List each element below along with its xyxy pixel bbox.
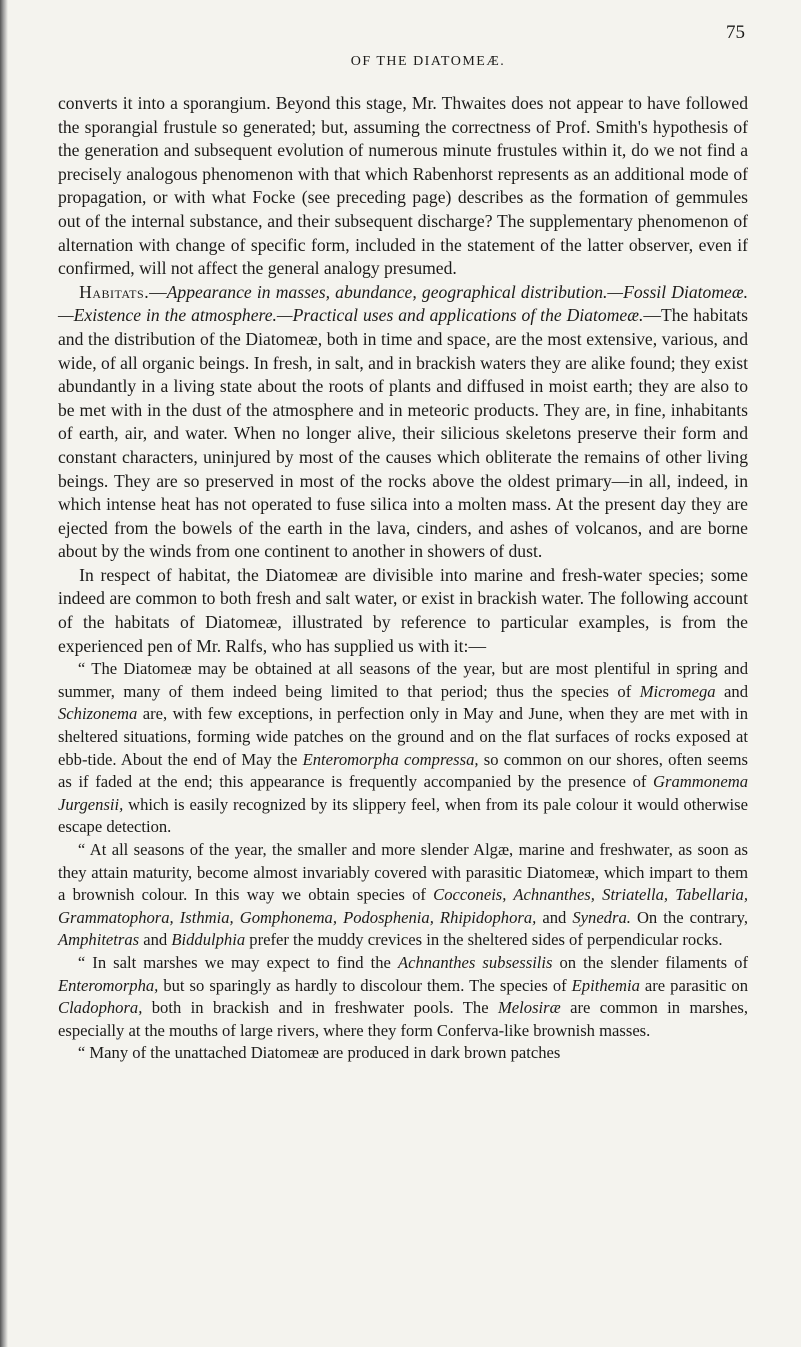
genus-name: Melosiræ [497, 998, 561, 1018]
quote-text: which is easily recognized by its slippery feel, when from its pale colour it would otherwise escape detection. [58, 794, 748, 837]
quote-parasitic [58, 839, 748, 952]
quote-text: “ In salt marshes we may expect to find the [77, 952, 398, 972]
genus-name: Micromega [639, 681, 716, 701]
quote-text: but so sparingly as hardly to discolour them. The species of [158, 975, 572, 995]
quote-text: “ The Diatomeæ may be obtained at all seasons of the year, but are most plentiful in spring and summer, many of them indeed being limited to that period; thus the species of [58, 659, 748, 701]
quote-text: and [536, 907, 573, 927]
quote-text: both in brackish and in freshwater pools. The [142, 998, 498, 1018]
running-title: OF THE DIATOMEÆ. [350, 54, 506, 69]
quote-text: are common in marshes, especially at the mouths of large rivers, where they form Conferva-like brownish masses. [58, 998, 748, 1040]
species-name: Enteromorpha compressa, [302, 749, 479, 769]
heading-dash: — [149, 281, 167, 302]
habitats-text: —The habitats and the distribution of the Diatomeæ, both in time and space, are the most extensive, various, and wide, of all organic beings. In fresh, in salt, and in brackish waters they are alike found; they exist abundantly in a living state about the roots of plants and diffused in moist earth; they are also to be met with in the dust of the atmosphere and in meteoric products. They are, in fine, inhabitants of earth, air, and water. When no longer alive, their silicious skeletons preserve their form and constant characters, uninjured by most of the causes which obliterate the remains of other living beings. They are so preserved in most of the rocks above the oldest primary—in all, indeed, in which intense heat has not operated to fuse silica into a molten mass. At the present day they are ejected from the bowels of the earth in the lava, cinders, and ashes of volcanos, and are borne about by the winds from one continent to another in showers of dust. [58, 305, 748, 562]
species-name: Grammonema Jurgensii, [58, 772, 748, 814]
genus-name: Epithemia [571, 975, 640, 995]
genus-name: Synedra. [572, 907, 631, 927]
quote-text: on the slender filaments of [552, 952, 748, 972]
paragraph-habitats [58, 281, 748, 564]
body-text [58, 92, 748, 1065]
binding-shadow [0, 0, 8, 1347]
quote-text: and [715, 681, 749, 701]
paragraph-habitat-divisions: In respect of habitat, the Diatomeæ are divisible into marine and fresh-water species; some indeed are common to both fresh and salt water, or exist in brackish water. The following account of the habitats of Diatomeæ, illustrated by reference to particular examples, is from the experienced pen of Mr. Ralfs, who has supplied us with it:— [58, 564, 748, 656]
section-topics: Appearance in masses, abundance, geographical distribution.—Fossil Diatomeæ.—Existence in the atmosphere.—Practical uses and applications of the Diatomeæ. [58, 281, 748, 326]
quote-salt-marshes [58, 952, 748, 1042]
genus-name: Cladophora, [58, 998, 143, 1018]
page-number: 75 [726, 22, 745, 43]
section-heading: Habitats. [79, 281, 150, 302]
quote-text: prefer the muddy crevices in the sheltered sides of perpendicular rocks. [245, 930, 723, 950]
running-head [0, 22, 801, 76]
genus-name: Amphitetras [58, 930, 140, 950]
species-name: Achnanthes subsessilis [397, 952, 553, 972]
quote-text: so common on our shores, often seems as if faded at the end; this appearance is frequently accompanied by the presence of [58, 749, 748, 792]
quote-seasons [58, 658, 748, 839]
quote-text: “ At all seasons of the year, the smaller and more slender Algæ, marine and freshwater, as soon as they attain maturity, become almost invariably covered with parasitic Diatomeæ, which impart to them a brownish colour. In this way we obtain species of [58, 840, 748, 905]
quote-text: and [139, 930, 172, 950]
quote-text: are, with few exceptions, in perfection only in May and June, when they are met with in sheltered situations, forming wide patches on the ground and on the flat surfaces of rocks exposed at ebb-tide. About the end of May the [58, 704, 748, 769]
quote-text: are parasitic on [639, 975, 748, 995]
genus-name: Biddulphia [171, 930, 246, 950]
quote-unattached: “ Many of the unattached Diatomeæ are produced in dark brown patches [77, 1043, 561, 1063]
genus-name: Enteromorpha, [58, 975, 159, 995]
quote-text: On the contrary, [630, 907, 748, 927]
genus-name: Schizonema [58, 704, 138, 724]
genus-list: Cocconeis, Achnanthes, Striatella, Tabellaria, Grammatophora, Isthmia, Gomphonema, Podosphenia, Rhipidophora, [58, 885, 748, 927]
paragraph-continuation: converts it into a sporangium. Beyond this stage, Mr. Thwaites does not appear to have followed the sporangial frustule so generated; but, assuming the correctness of Prof. Smith's hypothesis of the generation and subsequent evolution of numerous minute frustules within it, do we not find a precisely analogous phenomenon with that which Rabenhorst represents as an additional mode of propagation, or with what Focke (see preceding page) describes as the formation of gemmules out of the internal substance, and their subsequent discharge? The supplementary phenomenon of alternation with change of specific form, included in the statement of the latter observer, even if confirmed, will not affect the general analogy presumed. [58, 93, 748, 279]
